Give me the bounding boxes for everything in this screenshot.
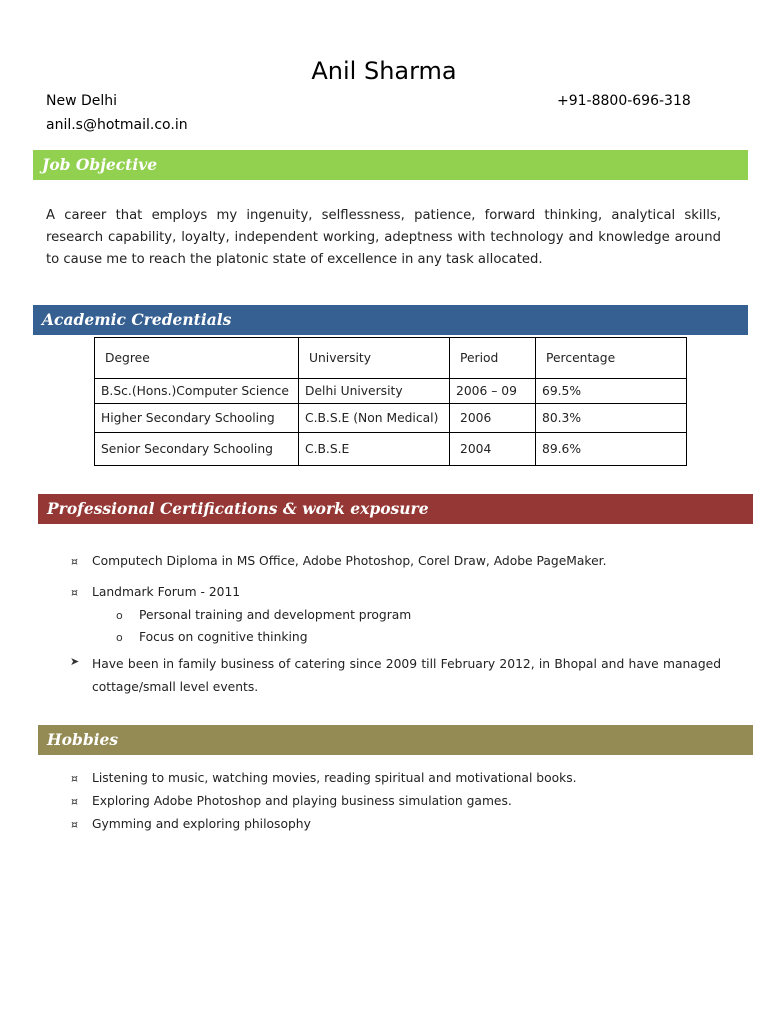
academic-credentials-title: Academic Credentials: [42, 310, 232, 329]
cell-university: Delhi University: [299, 379, 450, 404]
cell-period: 2004: [450, 433, 536, 466]
table-row: [95, 433, 687, 466]
professional-title: Professional Certifications & work exposure: [47, 499, 429, 518]
header-degree: Degree: [95, 338, 299, 379]
job-objective-header: [33, 150, 748, 180]
table-row: [95, 404, 687, 433]
header-percentage: Percentage: [536, 338, 687, 379]
cell-university: C.B.S.E: [299, 433, 450, 466]
cell-period: 2006 – 09: [450, 379, 536, 404]
sub-bullet-marker: o: [116, 631, 123, 644]
cell-percentage: 80.3%: [536, 404, 687, 433]
professional-header: [38, 494, 753, 524]
city: New Delhi: [46, 93, 118, 109]
hobbies-header: [38, 725, 753, 755]
header-period: Period: [450, 338, 536, 379]
academic-credentials-header: [33, 305, 748, 335]
list-item: Gymming and exploring philosophy: [92, 817, 311, 831]
sub-bullet-marker: o: [116, 609, 123, 622]
cell-degree: B.Sc.(Hons.)Computer Science: [95, 379, 299, 404]
cell-percentage: 89.6%: [536, 433, 687, 466]
bullet-marker: ¤: [71, 555, 78, 568]
email-address: anil.s@hotmail.co.in: [46, 117, 188, 133]
cell-percentage: 69.5%: [536, 379, 687, 404]
list-item: Landmark Forum - 2011: [92, 585, 241, 599]
phone-number: +91-8800-696-318: [557, 93, 691, 109]
resume-name: Anil Sharma: [311, 57, 457, 85]
sub-list-item: Personal training and development program: [139, 608, 412, 622]
bullet-marker: ¤: [71, 586, 78, 599]
arrow-bullet-icon: ➤: [70, 655, 80, 668]
list-item: Listening to music, watching movies, reading spiritual and motivational books.: [92, 771, 577, 785]
list-item: Exploring Adobe Photoshop and playing business simulation games.: [92, 794, 512, 808]
job-objective-title: Job Objective: [42, 155, 158, 174]
academic-table: [94, 337, 687, 466]
bullet-marker: ¤: [71, 818, 78, 831]
sub-list-item: Focus on cognitive thinking: [139, 630, 308, 644]
objective-paragraph: A career that employs my ingenuity, selflessness, patience, forward thinking, analytical skills, research capability, loyalty, independent working, adeptness with technology and knowledge around to cause me to reach the platonic state of excellence in any task allocated.: [46, 208, 721, 267]
list-item: Computech Diploma in MS Office, Adobe Photoshop, Corel Draw, Adobe PageMaker.: [92, 554, 607, 568]
list-item: Have been in family business of catering since 2009 till February 2012, in Bhopal and have managed cottage/small level events.: [92, 657, 721, 694]
table-row: [95, 379, 687, 404]
cell-university: C.B.S.E (Non Medical): [299, 404, 450, 433]
table-header-row: [95, 338, 687, 379]
header-university: University: [299, 338, 450, 379]
hobbies-title: Hobbies: [47, 730, 119, 749]
cell-period: 2006: [450, 404, 536, 433]
bullet-marker: ¤: [71, 795, 78, 808]
cell-degree: Senior Secondary Schooling: [95, 433, 299, 466]
cell-degree: Higher Secondary Schooling: [95, 404, 299, 433]
bullet-marker: ¤: [71, 772, 78, 785]
